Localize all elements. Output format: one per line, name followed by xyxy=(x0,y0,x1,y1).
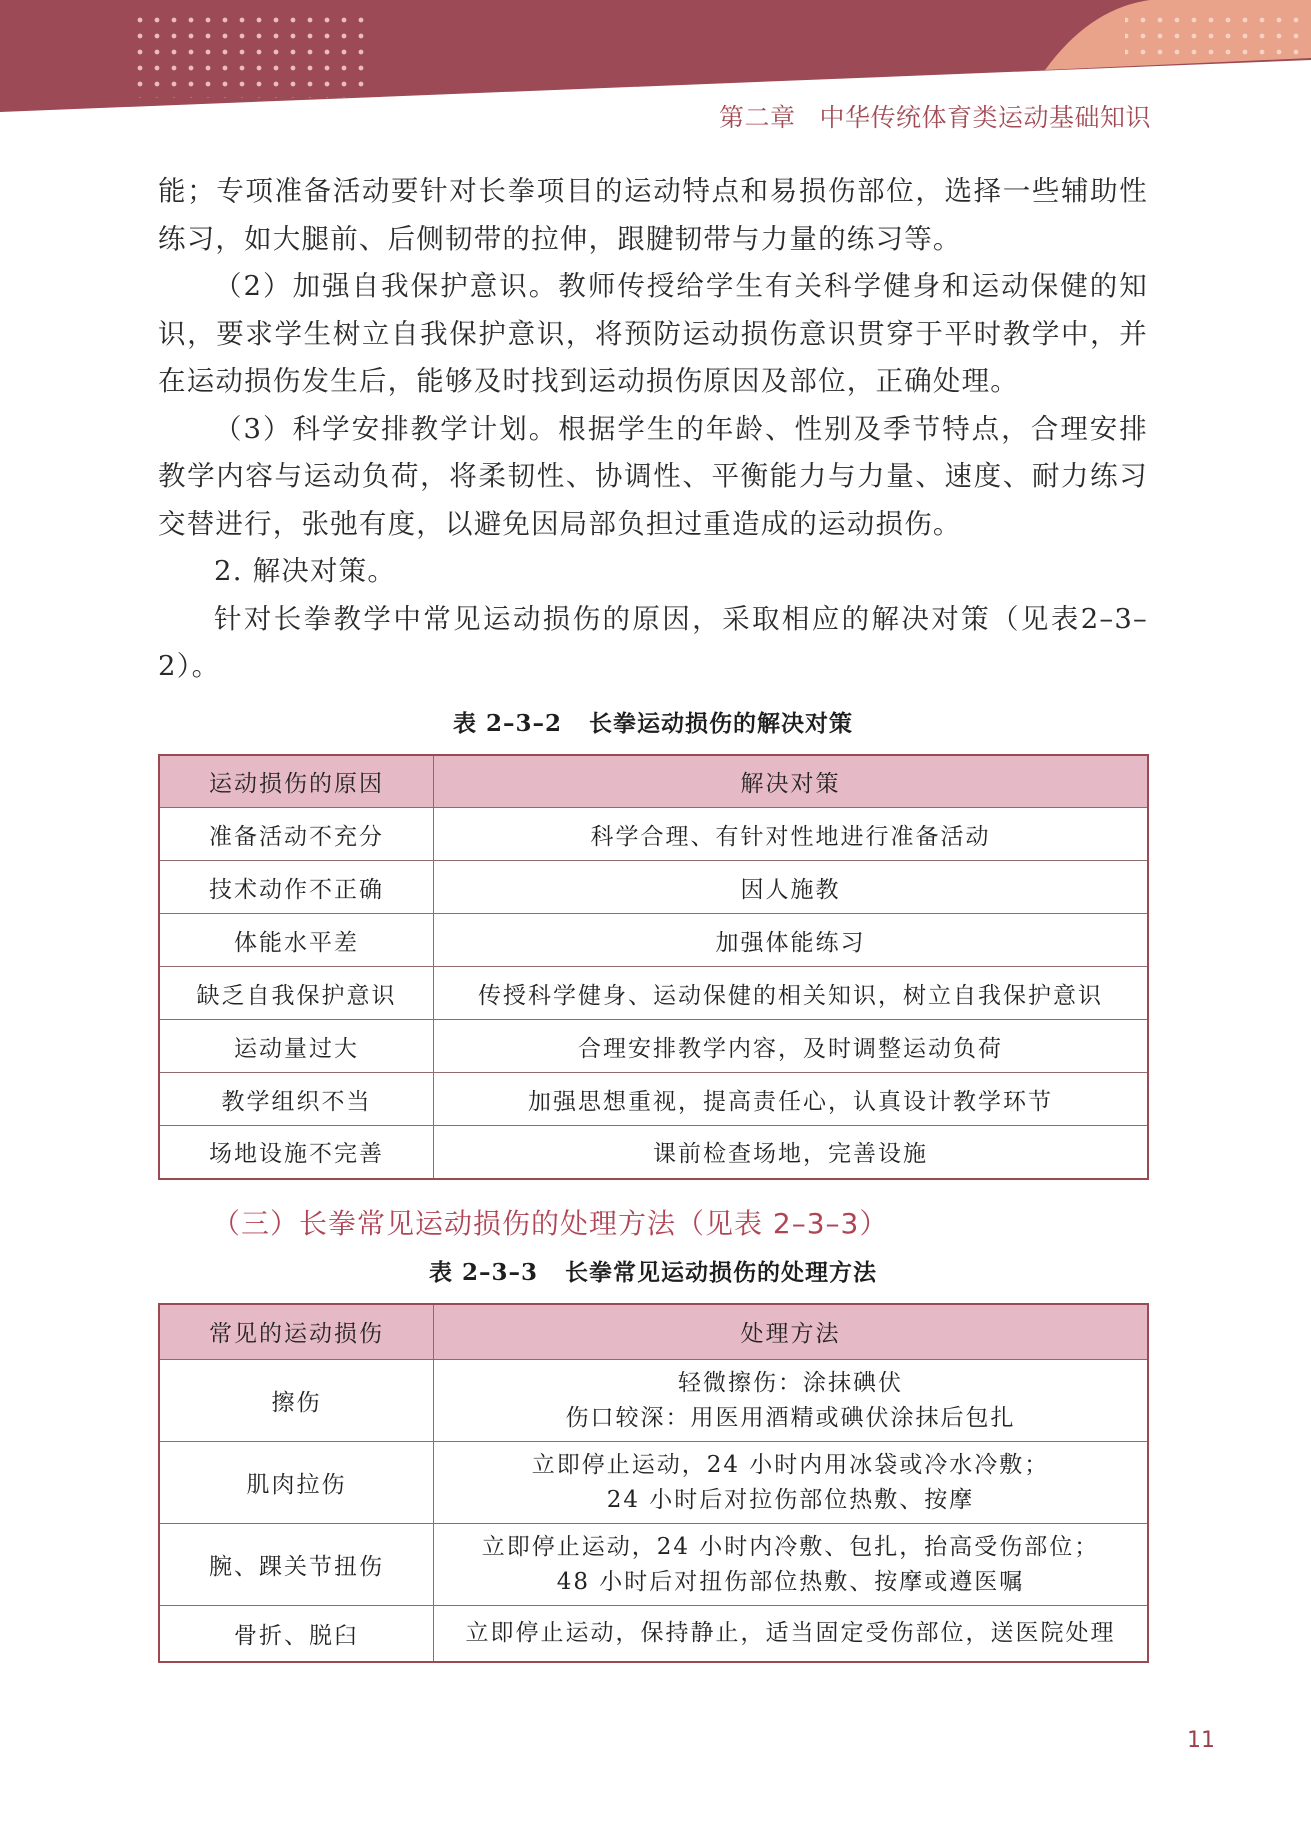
table-header-row xyxy=(159,755,1148,808)
cell-solution: 因人施教 xyxy=(433,861,1148,914)
table1-caption-title: 长拳运动损伤的解决对策 xyxy=(589,709,854,737)
cell-cause: 运动量过大 xyxy=(159,1020,433,1073)
cell-solution: 合理安排教学内容，及时调整运动负荷 xyxy=(433,1020,1148,1073)
column-header-cause: 运动损伤的原因 xyxy=(159,755,433,808)
cell-solution: 加强体能练习 xyxy=(433,914,1148,967)
table2-caption-title: 长拳常见运动损伤的处理方法 xyxy=(565,1258,878,1286)
paragraph-self-protection: （2）加强自我保护意识。教师传授给学生有关科学健身和运动保健的知识，要求学生树立自我保护意识，将预防运动损伤意识贯穿于平时教学中，并在运动损伤发生后，能够及时找到运动损伤原因及部位，正确处理。 xyxy=(158,270,1148,397)
chapter-title: 中华传统体育类运动基础知识 xyxy=(819,103,1151,132)
chapter-label: 第二章 xyxy=(718,103,796,132)
table2-caption-number: 表 2–3–3 xyxy=(428,1258,538,1286)
cell-treatment xyxy=(434,1442,1149,1524)
injury-treatment-table xyxy=(158,1303,1149,1663)
table-row xyxy=(159,1524,1148,1606)
column-header-injury: 常见的运动损伤 xyxy=(159,1304,434,1360)
table-row xyxy=(159,861,1148,914)
table1-caption-number: 表 2–3–2 xyxy=(452,709,562,737)
cell-injury: 擦伤 xyxy=(159,1360,434,1442)
cell-solution: 加强思想重视，提高责任心，认真设计教学环节 xyxy=(433,1073,1148,1126)
cell-injury: 腕、踝关节扭伤 xyxy=(159,1524,434,1606)
treatment-line: 立即停止运动，24 小时内用冰袋或冷水冷敷； xyxy=(531,1451,1050,1478)
table-row xyxy=(159,1020,1148,1073)
paragraph-solutions-intro: 针对长拳教学中常见运动损伤的原因，采取相应的解决对策（见表2–3–2）。 xyxy=(158,602,1148,682)
table-row xyxy=(159,967,1148,1020)
treatment-line: 立即停止运动，保持静止，适当固定受伤部位，送医院处理 xyxy=(465,1619,1116,1646)
table2-caption xyxy=(158,1254,1148,1287)
table-row xyxy=(159,1442,1148,1524)
cell-cause: 准备活动不充分 xyxy=(159,808,433,861)
injury-solutions-table xyxy=(158,754,1149,1180)
cell-treatment xyxy=(434,1606,1149,1662)
cell-solution: 课前检查场地，完善设施 xyxy=(433,1126,1148,1179)
table1-caption xyxy=(158,705,1148,738)
table-row xyxy=(159,914,1148,967)
table-row xyxy=(159,1126,1148,1179)
cell-solution: 传授科学健身、运动保健的相关知识，树立自我保护意识 xyxy=(433,967,1148,1020)
page-content xyxy=(158,168,1148,1663)
cell-cause: 场地设施不完善 xyxy=(159,1126,433,1179)
section-heading-treatment: （三）长拳常见运动损伤的处理方法（见表 2–3–3） xyxy=(212,1206,889,1240)
cell-injury: 骨折、脱臼 xyxy=(159,1606,434,1662)
cell-cause: 教学组织不当 xyxy=(159,1073,433,1126)
table-row xyxy=(159,808,1148,861)
treatment-line: 立即停止运动，24 小时内冷敷、包扎，抬高受伤部位； xyxy=(481,1533,1100,1560)
cell-solution: 科学合理、有针对性地进行准备活动 xyxy=(433,808,1148,861)
subheading-solutions: 2. 解决对策。 xyxy=(214,555,397,587)
page-number: 11 xyxy=(1187,1728,1215,1753)
table-row xyxy=(159,1606,1148,1662)
paragraph-teaching-plan: （3）科学安排教学计划。根据学生的年龄、性别及季节特点，合理安排教学内容与运动负荷，将柔韧性、协调性、平衡能力与力量、速度、耐力练习交替进行，张弛有度，以避免因局部负担过重造成的运动损伤。 xyxy=(158,412,1148,540)
treatment-line: 轻微擦伤：涂抹碘伏 xyxy=(678,1369,903,1396)
table-row xyxy=(159,1360,1148,1442)
cell-treatment xyxy=(434,1360,1149,1442)
treatment-line: 48 小时后对扭伤部位热敷、按摩或遵医嘱 xyxy=(556,1568,1025,1595)
table-header-row xyxy=(159,1304,1148,1360)
treatment-line: 伤口较深：用医用酒精或碘伏涂抹后包扎 xyxy=(565,1404,1016,1431)
running-head xyxy=(719,98,1151,134)
table-row xyxy=(159,1073,1148,1126)
paragraph-intro: 能；专项准备活动要针对长拳项目的运动特点和易损伤部位，选择一些辅助性练习，如大腿前、后侧韧带的拉伸，跟腱韧带与力量的练习等。 xyxy=(158,175,1148,255)
cell-cause: 缺乏自我保护意识 xyxy=(159,967,433,1020)
treatment-line: 24 小时后对拉伤部位热敷、按摩 xyxy=(606,1486,975,1513)
cell-injury: 肌肉拉伤 xyxy=(159,1442,434,1524)
cell-treatment xyxy=(434,1524,1149,1606)
column-header-solution: 解决对策 xyxy=(433,755,1148,808)
cell-cause: 技术动作不正确 xyxy=(159,861,433,914)
cell-cause: 体能水平差 xyxy=(159,914,433,967)
column-header-treatment: 处理方法 xyxy=(434,1304,1149,1360)
